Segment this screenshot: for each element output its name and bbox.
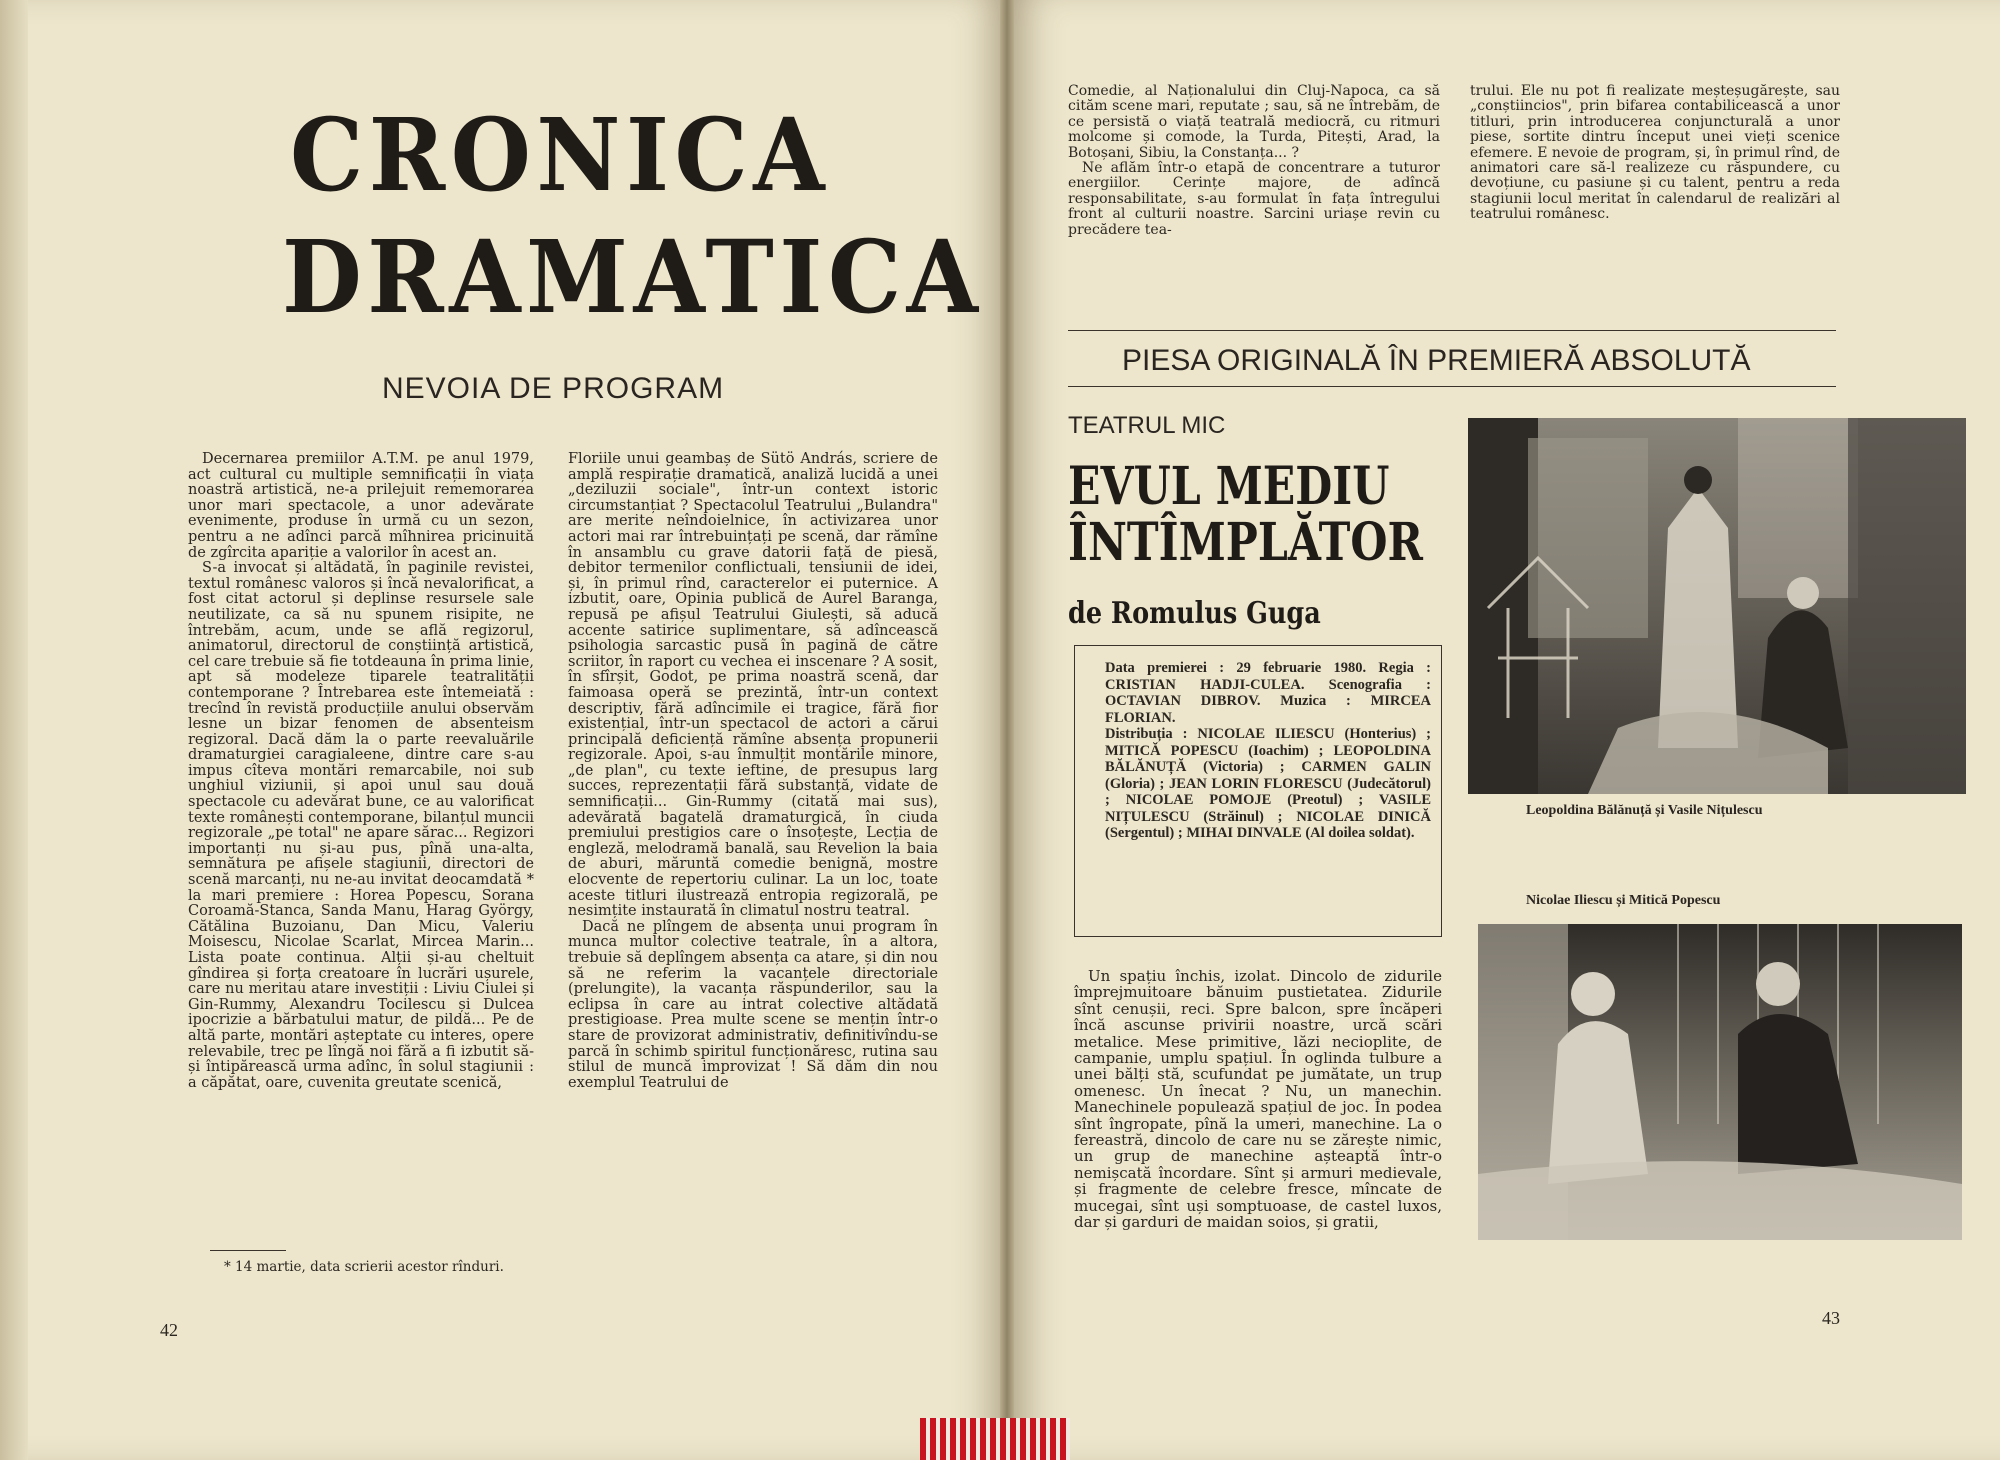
section-heading: PIESA ORIGINALĂ ÎN PREMIERĂ ABSOLUTĂ xyxy=(1122,344,1751,377)
play-title-line-1: EVUL MEDIU xyxy=(1068,456,1390,517)
review-text: Un spațiu închis, izolat. Dincolo de zidurile împrejmuitoare bănuim pustietatea. Zidurile sînt cenușii, reci. Spre balcon, spre încăperi încă ascunse privirii noastre, urcă scări metalice. Mese primitive, lăzi necioplite, de campanie, umplu spațiul. În oglinda tulbure a unei bălți stă, scufundat pe jumătate, un trup omenesc. Un înecat ? Nu, un manechin. Manechinele populează spațiul de joc. În podea sînt îngropate, pînă la umeri, manechine. La o fereastră, dincolo de care nu se zărește nimic, un grup de manechine așteaptă într-o nemișcată încordare. Sînt și armuri medievale, și fragmente de celebre fresce, mîncate de mucegai, sînt uși somptuoase, de castel luxos, dar și garduri de maidan soios, și gratii, xyxy=(1074,967,1442,1232)
photo-caption-2: Nicolae Iliescu și Mitică Popescu xyxy=(1526,893,1721,908)
play-title-line-2: ÎNTÎMPLĂTOR xyxy=(1068,512,1423,573)
paragraph: Decernarea premiilor A.T.M. pe anul 1979, act cultural cu multiple semnificații în viața noastră artistică, ne-a prilejuit rememorarea unor mari spectacole, a unor adevărate evenimente, produse în urmă cu un sezon, pentru a ne adînci parcă mîhnirea pricinuită de zgîrcita apariție a valorilor în acest an. xyxy=(188,451,534,561)
paragraph: Ne aflăm într-o etapă de concentrare a tuturor energiilor. Cerințe majore, de adîncă responsabilitate, s-au formulat în fața întregului front al culturii noastre. Sarcini uriașe revin cu precădere tea- xyxy=(1068,160,1440,238)
premiere-info-box xyxy=(1074,645,1442,937)
footnote: * 14 martie, data scrierii acestor rînduri. xyxy=(224,1259,504,1275)
premiere-credits: Data premierei : 29 februarie 1980. Regia : CRISTIAN HADJI-CULEA. Scenografia : OCTAVIAN DIBROV. Muzica : MIRCEA FLORIAN. xyxy=(1105,660,1431,726)
premiere-cast: Distribuția : NICOLAE ILIESCU (Honterius) ; MITICĂ POPESCU (Ioachim) ; LEOPOLDINA BĂLĂNUȚĂ (Victoria) ; CARMEN GALIN (Gloria) ; JEAN LORIN FLORESCU (Judecătorul) ; NICOLAE POMOJE (Preotul) ; VASILE NIȚULESCU (Străinul) ; NICOLAE DINICĂ (Sergentul) ; MIHAI DINVALE (Al doilea soldat). xyxy=(1105,726,1431,841)
left-column-2 xyxy=(568,452,938,1091)
title-line-2: DRAMATICA xyxy=(282,218,984,336)
right-column-2 xyxy=(1470,84,1840,223)
theatre-name: TEATRUL MIC xyxy=(1068,412,1226,439)
article-subtitle: NEVOIA DE PROGRAM xyxy=(382,372,725,405)
spine-headband xyxy=(920,1418,1070,1460)
play-author: de Romulus Guga xyxy=(1068,596,1321,631)
stage-photo-image xyxy=(1478,924,1962,1240)
page-number-right: 43 xyxy=(1822,1308,1840,1328)
photo-caption-1: Leopoldina Bălănuță și Vasile Nițulescu xyxy=(1526,803,1763,818)
page-number-left: 42 xyxy=(160,1320,178,1340)
paragraph: Dacă ne plîngem de absența unui program în munca multor colective teatrale, în a altora, trebuie să deplîngem absența ca atare, și din nou să ne referim la vacanțele directoriale (prelungite), la vacanța răspunderilor, sau la eclipsa în care au intrat colective altădată prestigioase. Prea multe scene se mențin într-o stare de provizorat administrativ, definitivîndu-se parcă în schimb spiritul funcționăresc, rutina sau stilul de muncă improvizat ! Să dăm din nou exemplul Teatrului de xyxy=(568,918,938,1091)
right-column-1 xyxy=(1068,84,1440,238)
left-column-1 xyxy=(188,452,534,1091)
section-rule-bottom xyxy=(1068,386,1836,387)
footnote-rule xyxy=(210,1250,286,1251)
title-line-1: CRONICA xyxy=(290,96,831,214)
paragraph: S-a invocat și altădată, în paginile revistei, textul românesc valoros și încă nevalorificat, a fost citat actorul și deplinse resursele sale neutilizate, ca să nu spunem risipite, ne întrebăm, acum, unde se află regizorul, animatorul, directorul de conștiință artistică, cel care trebuie să fie totdeauna în prima linie, apt să modeleze tiparele teatralității contemporane ? Întrebarea este întemeiată : trecînd în revistă producțiile anului observăm lesne un bizar fenomen de absenteism regizoral. Dacă dăm la o parte reevaluările dramaturgiei caragialeene, dintre care s-au impus cîteva montări remarcabile, noi sub unghiul viziunii, și apoi unul sau două spectacole cu adevărat bune, ce au valorificat texte românești contemporane, bilanțul muncii regizorale „pe total" ne apare sărac... Regizori importanți nu și-au pus, pînă una-alta, semnătura pe afișele stagiunii, directori de scenă marcanți, nu ne-au invitat deocamdată * la mari premiere : Horea Popescu, Sorana Coroamă-Stanca, Sanda Manu, Harag György, Cătălina Buzoianu, Dan Micu, Valeriu Moisescu, Nicolae Scarlat, Mircea Marin... Lista poate continua. Alții și-au cheltuit gîndirea și forța creatoare în lucrări ușurele, care nu meritau atare investiții : Liviu Ciulei și Gin-Rummy, Alexandru Tocilescu și Dulcea ipocrizie a bărbatului matur, de pildă... Pe de altă parte, montări așteptate cu interes, opere relevabile, trec pe lîngă noi fără a fi izbutit să-și întipărească urma adînc, în solul stagiunii : a căpătat, oare, cuvenita greutate scenică, xyxy=(188,560,534,1091)
production-photo-1 xyxy=(1468,418,1966,794)
production-photo-2 xyxy=(1478,924,1962,1240)
stage-photo-image xyxy=(1468,418,1966,794)
paragraph: trului. Ele nu pot fi realizate meșteșugărește, sau „conștiincios", prin bifarea contabilicească a unor titluri, prin introducerea conjuncturală a unor piese, sortite dintru început unei vieți scenice efemere. E nevoie de program, și, în primul rînd, de animatori care să-l realizeze cu răspundere, cu devoțiune, cu pasiune și cu talent, pentru a reda stagiunii locul meritat în calendarul de realizări al teatrului românesc. xyxy=(1470,83,1840,223)
page-edge xyxy=(0,0,28,1460)
paragraph: Comedie, al Naționalului din Cluj-Napoca, ca să cităm scene mari, reputate ; sau, să ne întrebăm, de ce persistă o viață teatrală mediocră, cu ritmuri molcome și comode, la Turda, Pitești, Arad, la Botoșani, Sibiu, la Constanța... ? xyxy=(1068,83,1440,161)
paragraph: Floriile unui geambaș de Sütö András, scriere de amplă respirație dramatică, analiză lucidă a unei „deziluzii sociale", într-un context istoric circumstanțiat ? Spectacolul Teatrului „Bulandra" are merite neîndoielnice, în activizarea unor actori mai rar întrebuințați pe scenă, dar rămîne în ansamblu cu grave datorii față de piesă, debitor termenilor conflictuali, tensiunii de idei, și, în primul rînd, caracterelor ei puternice. A izbutit, oare, Opinia publică de Aurel Baranga, repusă pe afișul Teatrului Giulești, să aducă accente satirice suplimentare, să adîncească psihologia sarcastic pusă în pagină de către scriitor, în raport cu vechea ei inscenare ? A sosit, în sfîrșit, Godot, pe prima noastră scenă, dar faimoasa operă se prezintă, într-un context descriptiv, fără adîncimile ei tragice, fără fior existențial, într-un spectacol de actori a cărui principală deficiență rămîne absența propunerii regizorale. Apoi, s-au înmulțit montările minore, „de plan", cu texte ieftine, de presupus larg succes, reprezentații fără substanță, vidate de semnificații... Gin-Rummy (citată mai sus), adevărată bagatelă dramaturgică, în ciuda premiului prestigios care o însoțește, Lecția de engleză, melodramă banală, sau Revelion la baia de aburi, măruntă comedie benignă, mostre elocvente de repertoriu culinar. La un loc, toate aceste titluri ilustrează entropia regizorală, pe nesimțite instaurată în climatul nostru teatral. xyxy=(568,451,938,920)
book-gutter xyxy=(1000,0,1014,1460)
section-rule-top xyxy=(1068,330,1836,331)
